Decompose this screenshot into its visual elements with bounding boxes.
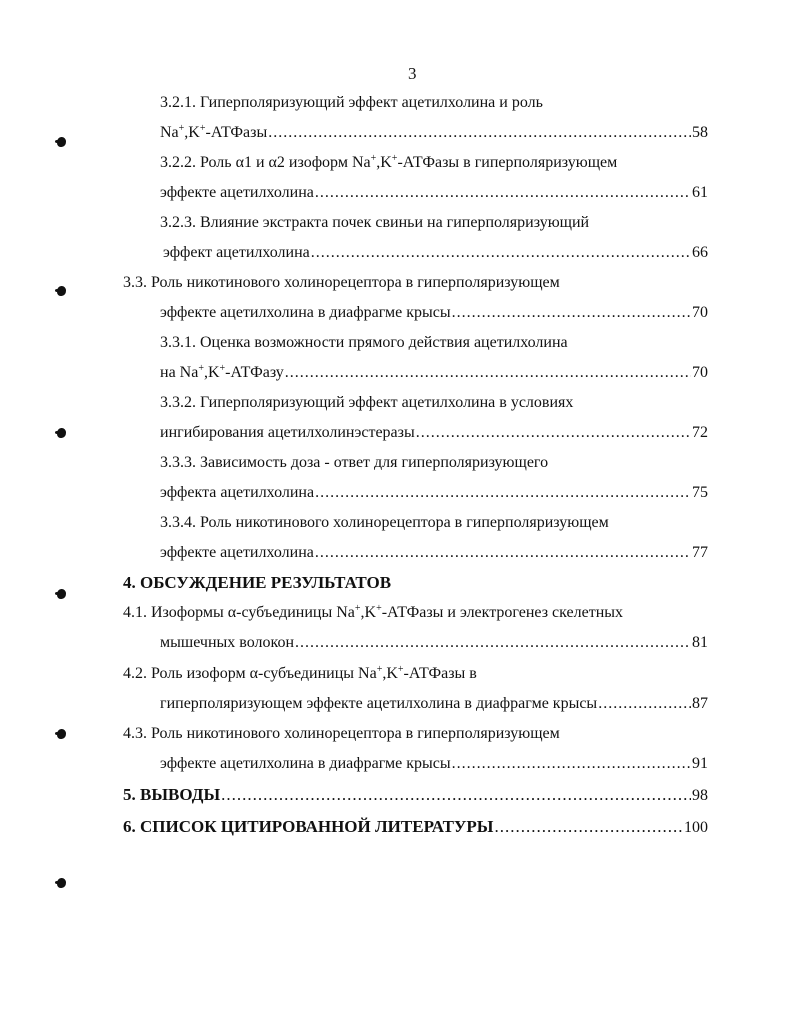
page-ref: 81 — [692, 634, 708, 651]
page-ref: 61 — [692, 184, 708, 201]
dot-leader — [315, 182, 691, 204]
toc-entry-3-3-3-line1: 3.3.3. Зависимость доза - ответ для гиперполяризующего — [160, 454, 549, 471]
page-ref: 98 — [692, 787, 708, 804]
toc-entry-4-3-line1: 4.3. Роль никотинового холинорецептора в гиперполяризующем — [123, 725, 560, 742]
toc-entry-4-3-line2[interactable]: эффекте ацетилхолина в диафрагме крысы ..... 91 — [160, 753, 708, 775]
toc-entry-3-3-1-line2[interactable]: на Na+,K+-АТФазу ..... 70 — [160, 362, 708, 384]
dot-leader — [315, 482, 691, 504]
punch-mark — [57, 428, 66, 438]
punch-mark — [57, 878, 66, 888]
section-heading-6[interactable]: 6. СПИСОК ЦИТИРОВАННОЙ ЛИТЕРАТУРЫ ..... 100 — [123, 816, 708, 838]
section-heading-5[interactable]: 5. ВЫВОДЫ ..... 98 — [123, 784, 708, 806]
toc-entry-3-2-1-line2[interactable]: Na+,K+-АТФазы ..... 58 — [160, 122, 708, 144]
dot-leader — [285, 362, 691, 384]
toc-entry-3-2-2-line2[interactable]: эффекте ацетилхолина ..... 61 — [160, 182, 708, 204]
dot-leader — [221, 784, 691, 806]
page-ref: 87 — [692, 695, 708, 712]
toc-entry-4-1-line2[interactable]: мышечных волокон ..... 81 — [160, 632, 708, 654]
toc-entry-3-3-4-line1: 3.3.4. Роль никотинового холинорецептора в гиперполяризующем — [160, 514, 609, 531]
dot-leader — [494, 816, 683, 838]
page-ref: 91 — [692, 755, 708, 772]
dot-leader — [268, 122, 691, 144]
toc-entry-3-3-3-line2[interactable]: эффекта ацетилхолина ..... 75 — [160, 482, 708, 504]
punch-mark — [57, 137, 66, 147]
page-ref: 77 — [692, 544, 708, 561]
dot-leader — [452, 753, 691, 775]
dot-leader — [295, 632, 691, 654]
toc-entry-3-2-2-line1: 3.2.2. Роль α1 и α2 изоформ Na+,K+-АТФазы в гиперполяризующем — [160, 153, 618, 171]
punch-mark — [57, 729, 66, 739]
toc-entry-3-2-1-line1: 3.2.1. Гиперполяризующий эффект ацетилхолина и роль — [160, 94, 543, 111]
section-heading-4[interactable]: 4. ОБСУЖДЕНИЕ РЕЗУЛЬТАТОВ — [123, 573, 392, 592]
dot-leader — [598, 693, 691, 715]
toc-entry-3-2-3-line1: 3.2.3. Влияние экстракта почек свиньи на гиперполяризующий — [160, 214, 590, 231]
dot-leader — [452, 302, 691, 324]
page-ref: 70 — [692, 304, 708, 321]
page-ref: 100 — [684, 819, 708, 836]
toc-entry-3-3-4-line2[interactable]: эффекте ацетилхолина ..... 77 — [160, 542, 708, 564]
page-ref: 70 — [692, 364, 708, 381]
toc-entry-3-3-line2[interactable]: эффекте ацетилхолина в диафрагме крысы ..... 70 — [160, 302, 708, 324]
dot-leader — [315, 542, 691, 564]
toc-entry-3-3-line1: 3.3. Роль никотинового холинорецептора в гиперполяризующем — [123, 274, 560, 291]
toc-entry-4-1-line1: 4.1. Изоформы α-субъединицы Na+,K+-АТФазы и электрогенез скелетных — [123, 603, 624, 621]
punch-mark — [57, 589, 66, 599]
page-ref: 75 — [692, 484, 708, 501]
punch-mark — [57, 286, 66, 296]
page-ref: 72 — [692, 424, 708, 441]
toc-entry-4-2-line2[interactable]: гиперполяризующем эффекте ацетилхолина в диафрагме крысы ..... 87 — [160, 693, 708, 715]
toc-entry-4-2-line1: 4.2. Роль изоформ α-субъединицы Na+,K+-АТФазы в — [123, 664, 477, 682]
toc-entry-3-3-1-line1: 3.3.1. Оценка возможности прямого действия ацетилхолина — [160, 334, 568, 351]
toc-entry-3-2-3-line2[interactable]: эффект ацетилхолина ..... 66 — [163, 242, 708, 264]
toc-entry-3-3-2-line1: 3.3.2. Гиперполяризующий эффект ацетилхолина в условиях — [160, 394, 574, 411]
toc-entry-3-3-2-line2[interactable]: ингибирования ацетилхолинэстеразы ..... 72 — [160, 422, 708, 444]
dot-leader — [311, 242, 691, 264]
page-ref: 58 — [692, 124, 708, 141]
page-number: 3 — [408, 64, 417, 83]
dot-leader — [416, 422, 691, 444]
page-ref: 66 — [692, 244, 708, 261]
